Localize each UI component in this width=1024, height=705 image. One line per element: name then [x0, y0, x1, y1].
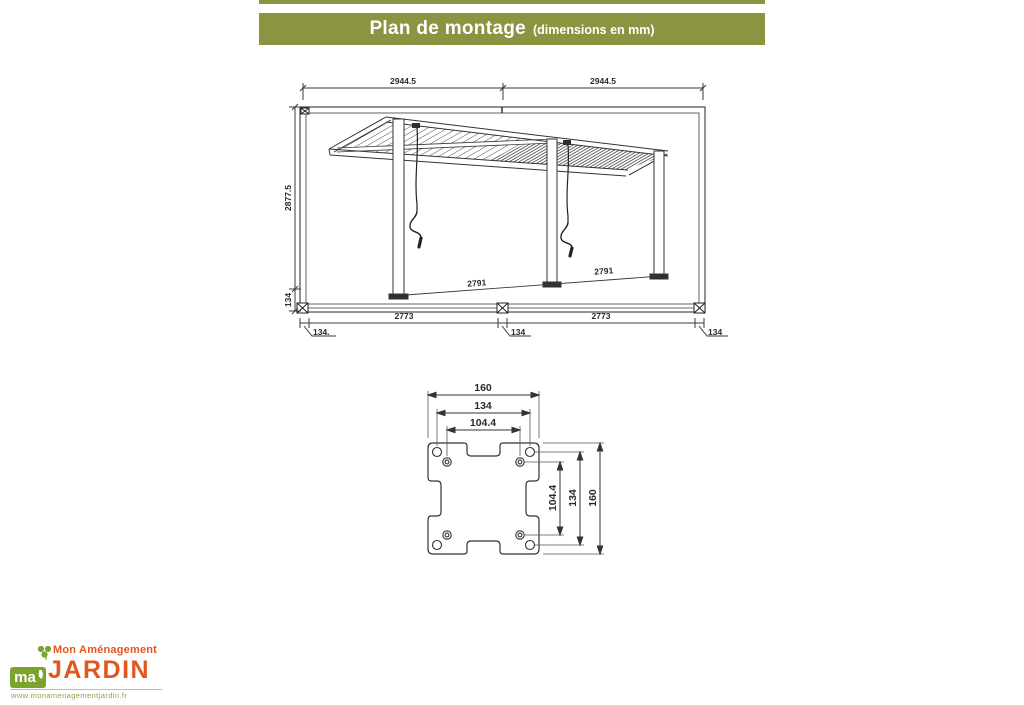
- brand-monogram: [10, 667, 46, 688]
- dim-label-plate-height-outer: 160: [587, 489, 599, 507]
- brand-logo: [10, 644, 180, 702]
- base-plate-detail: [428, 382, 604, 554]
- dim-label-plate-right: 134: [708, 327, 723, 337]
- dim-label-diagonal-right: 2791: [593, 265, 614, 277]
- dim-label-plate-width-inner: 104.4: [469, 417, 497, 429]
- dim-label-plate-width-outer: 160: [474, 382, 492, 394]
- post-middle: [547, 139, 557, 284]
- dim-label-bottom-left: 2773: [394, 311, 414, 321]
- dim-label-plate-height-holes: 134: [567, 489, 579, 507]
- post-foot-left: [389, 294, 408, 299]
- page-title: Plan de montage: [369, 18, 526, 39]
- page-subtitle: (dimensions en mm): [532, 23, 655, 37]
- pergola-roof: [329, 117, 668, 176]
- dim-label-plate-left: 134.: [313, 327, 330, 337]
- base-plate-outline: [428, 443, 539, 554]
- dim-label-height-base: 134: [283, 292, 293, 308]
- dim-top-spans: [300, 83, 706, 100]
- dim-label-bottom-right: 2773: [591, 311, 611, 321]
- post-right: [654, 151, 664, 276]
- brand-url: www.monamenagementjardin.fr: [11, 691, 128, 700]
- dim-diagonal: [406, 276, 661, 295]
- dim-label-diagonal-left: 2791: [466, 277, 487, 289]
- dim-label-plate-width-holes: 134: [474, 400, 492, 412]
- dim-label-plate-middle: 134: [511, 327, 526, 337]
- brand-name-top: Mon Aménagement: [53, 644, 158, 656]
- brand-monogram-text: ma: [14, 669, 36, 686]
- post-front-left: [393, 119, 404, 296]
- dim-label-top-left: 2944.5: [390, 76, 416, 86]
- dim-label-plate-height-inner: 104.4: [547, 484, 559, 512]
- logo-divider: [10, 689, 162, 690]
- dim-label-top-right: 2944.5: [590, 76, 616, 86]
- leaf-icon: [37, 669, 44, 678]
- brand-name-main: JARDIN: [48, 656, 151, 684]
- dim-label-height: 2877.5: [283, 185, 293, 211]
